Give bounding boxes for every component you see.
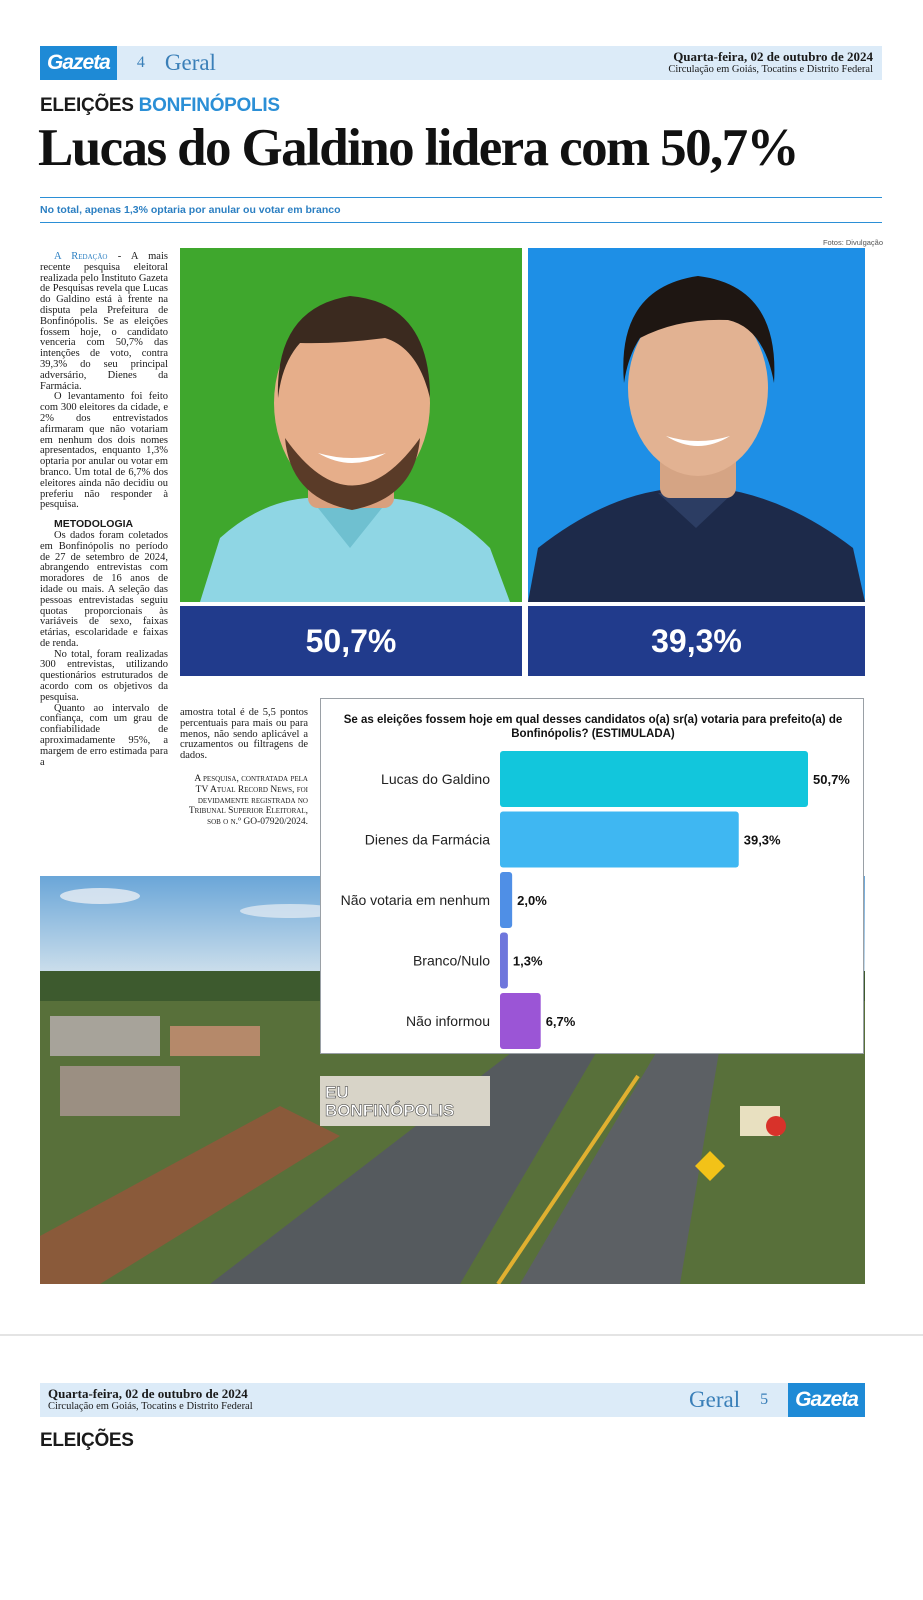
paragraph: amostra total é de 5,5 pontos percentuais para mais ou para menos, não sendo aplicável a cruzamentos ou filtragens de dados. <box>180 707 308 762</box>
next-page-kicker: ELEIÇÕES <box>40 1430 134 1451</box>
article-body-column-2 <box>180 708 308 828</box>
registration-note: A pesquisa, contratada pela TV Atual Record News, foi devidamente registrada no Tribunal Superior Eleitoral, sob o n.º GO-07920/2024. <box>188 773 308 828</box>
chart-value-label: 1,3% <box>512 953 543 969</box>
kicker-topic: ELEIÇÕES <box>40 95 134 116</box>
edition-info <box>668 50 882 76</box>
article-body-column-1 <box>40 252 168 768</box>
circulation-text: Circulação em Goiás, Tocatins e Distrito Federal <box>48 1401 253 1413</box>
chart-value-label: 2,0% <box>517 893 547 908</box>
vote-percent-dienes: 39,3% <box>528 606 865 676</box>
chart-canvas <box>321 699 865 1055</box>
chart-category-label: Não votaria em nenhum <box>340 892 490 908</box>
byline: A Redação <box>54 251 108 262</box>
chart-title: Se as eleições fossem hoje em qual desses candidatos o(a) sr(a) votaria para prefeito(a) de Bonfinópolis? (ESTIMULADA) <box>343 714 843 740</box>
circulation-text: Circulação em Goiás, Tocatins e Distrito Federal <box>668 64 873 76</box>
candidate-photo-dienes <box>528 248 865 602</box>
candidate-photo-lucas <box>180 248 522 602</box>
chart-category-label: Branco/Nulo <box>412 952 490 969</box>
section-name: Geral <box>689 1387 741 1412</box>
headline: Lucas do Galdino lidera com 50,7% <box>38 119 798 177</box>
sign-city-text: BONFINÓPOLIS <box>325 1101 455 1120</box>
article-kicker <box>40 95 280 117</box>
subhead-methodology: METODOLOGIA <box>54 518 134 531</box>
edition-date: Quarta-feira, 02 de outubro de 2024 <box>48 1386 248 1402</box>
divider <box>40 222 882 223</box>
poll-chart <box>320 698 864 1054</box>
chart-value-label: 6,7% <box>545 1014 576 1029</box>
chart-bar <box>500 993 541 1049</box>
paragraph: A Redação - A mais recente pesquisa eleitoral realizada pelo Instituto Gazeta de Pesquisas revela que Lucas do Galdino está à frente na disputa pela Prefeitura de Bonfinópolis. Se as eleições fossem hoje, o candidato venceria com 50,7% das intenções de voto, contra 39,3% do seu principal adversário, Dienes da Farmácia. <box>40 251 168 392</box>
section-name: Geral <box>164 50 216 75</box>
gazeta-logo[interactable]: Gazeta <box>788 1383 865 1417</box>
vote-percent-lucas: 50,7% <box>180 606 522 676</box>
edition-date: Quarta-feira, 02 de outubro de 2024 <box>673 49 873 65</box>
page-number: 4 <box>136 54 145 71</box>
chart-value-label: 50,7% <box>813 772 850 787</box>
photo-credit: Fotos: Divulgação <box>822 238 883 247</box>
chart-bar <box>500 751 808 807</box>
paragraph: O levantamento foi feito com 300 eleitores da cidade, e 2% dos entrevistados afirmaram que não votariam em nenhum dos dois nomes apresentados, enquanto 1,3% optaria por anular ou votar em branco. Um total de 6,7% dos eleitores ainda não decidiu ou preferiu não responder à pesquisa. <box>40 391 168 511</box>
edition-info <box>40 1387 262 1413</box>
next-page-masthead <box>40 1383 865 1417</box>
chart-bar <box>500 872 512 928</box>
divider <box>40 197 882 198</box>
masthead <box>40 46 882 80</box>
chart-category-label: Não informou <box>405 1013 490 1029</box>
paragraph: No total, foram realizadas 300 entrevistas, utilizando questionários estruturados de acordo com os objetivos da pesquisa. <box>40 648 168 703</box>
sign-eu-text: EU <box>325 1083 349 1102</box>
paragraph: Os dados foram coletados em Bonfinópolis no período de 27 de setembro de 2024, abrangendo entrevistas com moradores de 16 anos de idade ou mais. A seleção das pessoas entrevistadas seguiu quotas proporcionais às variáveis de sexo, faixas etárias, escolaridade e faixas de renda. <box>40 529 168 649</box>
deck: No total, apenas 1,3% optaria por anular ou votar em branco <box>40 204 341 216</box>
paragraph: Quanto ao intervalo de confiança, com um grau de confiabilidade de aproximadamente 95%, a margem de erro estimada para a <box>40 702 168 768</box>
chart-category-label: Lucas do Galdino <box>381 771 490 787</box>
chart-bar <box>500 933 508 989</box>
page-number: 5 <box>760 1391 769 1408</box>
page-separator <box>0 1334 923 1336</box>
chart-category-label: Dienes da Farmácia <box>364 831 490 848</box>
gazeta-logo[interactable]: Gazeta <box>40 46 117 80</box>
chart-bar <box>500 812 739 868</box>
chart-value-label: 39,3% <box>743 832 781 848</box>
kicker-city: BONFINÓPOLIS <box>138 95 280 116</box>
